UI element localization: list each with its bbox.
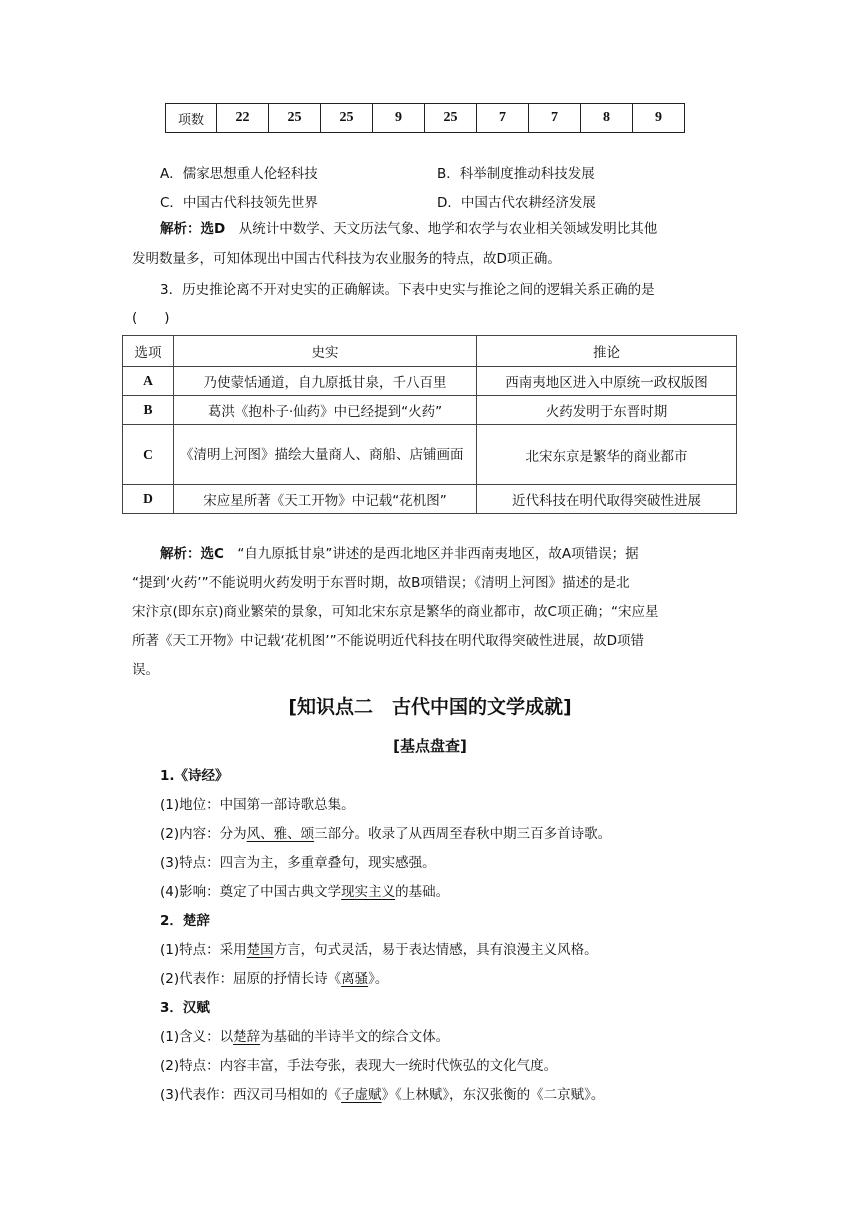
- row-fact: 宋应星所著《天工开物》中记载“花机图”: [174, 485, 477, 514]
- row-key: D: [123, 485, 174, 514]
- row-inference: 火药发明于东晋时期: [477, 396, 737, 425]
- text-segment: 的基础。: [395, 884, 450, 900]
- text-segment: (4)影响：奠定了中国古典文学: [160, 884, 342, 900]
- header-fact: 史实: [174, 336, 477, 367]
- row-fact: 《清明上河图》描绘大量商人、商船、店铺画面: [174, 425, 477, 485]
- row-key: A: [123, 367, 174, 396]
- hanfu-item: [160, 1023, 760, 1051]
- q3-analysis-line: 误。: [132, 662, 159, 678]
- q3-analysis-line: 所著《天工开物》中记载‘花机图’”不能说明近代科技在明代取得突破性进展，故D项错: [132, 633, 644, 649]
- q3-analysis-line: 宋汴京(即东京)商业繁荣的景象，可知北宋东京是繁华的商业都市，故C项正确；“宋应星: [132, 604, 659, 620]
- underlined-term: 子虚赋: [341, 1087, 382, 1103]
- q2-analysis-line: [160, 215, 760, 243]
- analysis-text: “自九原抵甘泉”讲述的是西北地区并非西南夷地区，故A项错误；据: [223, 546, 639, 562]
- text-segment: 方言，句式灵活，易于表达情感，具有浪漫主义风格。: [273, 942, 598, 958]
- q3-analysis-line: “提到‘火药’”不能说明火药发明于东晋时期，故B项错误；《清明上河图》描述的是北: [132, 575, 630, 591]
- hanfu-item: [160, 1081, 760, 1109]
- table-row: [123, 485, 737, 514]
- hanfu-item: (2)特点：内容丰富，手法夸张，表现大一统时代恢弘的文化气度。: [160, 1058, 558, 1074]
- analysis-label: 解析：选C: [160, 546, 224, 562]
- text-segment: (2)内容：分为: [160, 826, 247, 842]
- analysis-label: 解析：选D: [160, 221, 226, 237]
- counts-cell: 25: [321, 104, 373, 133]
- header-option: 选项: [123, 336, 174, 367]
- table-row: [123, 425, 737, 485]
- history-table: [122, 335, 737, 514]
- option-d: D．中国古代农耕经济发展: [437, 195, 596, 211]
- shijing-item: (1)地位：中国第一部诗歌总集。: [160, 797, 355, 813]
- shijing-item: (3)特点：四言为主，多重章叠句，现实感强。: [160, 855, 436, 871]
- counts-cell: 25: [425, 104, 477, 133]
- q2-analysis-line: 发明数量多，可知体现出中国古代科技为农业服务的特点，故D项正确。: [132, 251, 561, 267]
- counts-table: [165, 103, 685, 133]
- row-inference: 北宋东京是繁华的商业都市: [477, 425, 737, 485]
- q3-paren: ( ): [132, 310, 170, 326]
- hanfu-heading: 3．汉赋: [160, 1000, 210, 1016]
- q3-stem: 3．历史推论离不开对史实的正确解读。下表中史实与推论之间的逻辑关系正确的是: [160, 282, 655, 298]
- counts-cell: 22: [217, 104, 269, 133]
- row-key: B: [123, 396, 174, 425]
- underlined-term: 现实主义: [341, 884, 396, 900]
- counts-cell: 9: [633, 104, 685, 133]
- analysis-text: 从统计中数学、天文历法气象、地学和农学与农业相关领域发明比其他: [225, 221, 658, 237]
- header-inference: 推论: [477, 336, 737, 367]
- option-b: B．科举制度推动科技发展: [437, 166, 595, 182]
- counts-cell: 7: [477, 104, 529, 133]
- row-key: C: [123, 425, 174, 485]
- row-inference: 近代科技在明代取得突破性进展: [477, 485, 737, 514]
- q3-analysis-line: [160, 540, 760, 568]
- text-segment: (3)代表作：西汉司马相如的《: [160, 1087, 342, 1103]
- text-segment: 》《上林赋》，东汉张衡的《二京赋》。: [381, 1087, 605, 1103]
- section-title: [知识点二 古代中国的文学成就]: [288, 696, 572, 718]
- shijing-heading: 1.《诗经》: [160, 768, 229, 784]
- counts-cell: 7: [529, 104, 581, 133]
- row-inference: 西南夷地区进入中原统一政权版图: [477, 367, 737, 396]
- text-segment: (1)含义：以: [160, 1029, 234, 1045]
- text-segment: 》。: [368, 971, 389, 987]
- counts-row: [166, 104, 685, 133]
- counts-cell: 25: [269, 104, 321, 133]
- counts-cell: 8: [581, 104, 633, 133]
- option-c: C．中国古代科技领先世界: [160, 195, 318, 211]
- section-subtitle: [基点盘查]: [393, 737, 467, 755]
- table-row: [123, 367, 737, 396]
- underlined-term: 风、雅、颂: [246, 826, 315, 842]
- table-header-row: [123, 336, 737, 367]
- counts-label: 项数: [166, 104, 217, 133]
- underlined-term: 离骚: [341, 971, 369, 987]
- text-segment: (1)特点：采用: [160, 942, 247, 958]
- option-a: A．儒家思想重人伦轻科技: [160, 166, 318, 182]
- chuci-heading: 2．楚辞: [160, 913, 210, 929]
- text-segment: 为基础的半诗半文的综合文体。: [260, 1029, 450, 1045]
- chuci-item: [160, 965, 760, 993]
- row-fact: 乃使蒙恬通道，自九原抵甘泉，千八百里: [174, 367, 477, 396]
- chuci-item: [160, 936, 760, 964]
- counts-cell: 9: [373, 104, 425, 133]
- row-fact: 葛洪《抱朴子·仙药》中已经提到“火药”: [174, 396, 477, 425]
- shijing-item: [160, 820, 760, 848]
- text-segment: 三部分。收录了从西周至春秋中期三百多首诗歌。: [314, 826, 612, 842]
- underlined-term: 楚辞: [233, 1029, 261, 1045]
- table-row: [123, 396, 737, 425]
- shijing-item: [160, 878, 760, 906]
- underlined-term: 楚国: [246, 942, 274, 958]
- text-segment: (2)代表作：屈原的抒情长诗《: [160, 971, 342, 987]
